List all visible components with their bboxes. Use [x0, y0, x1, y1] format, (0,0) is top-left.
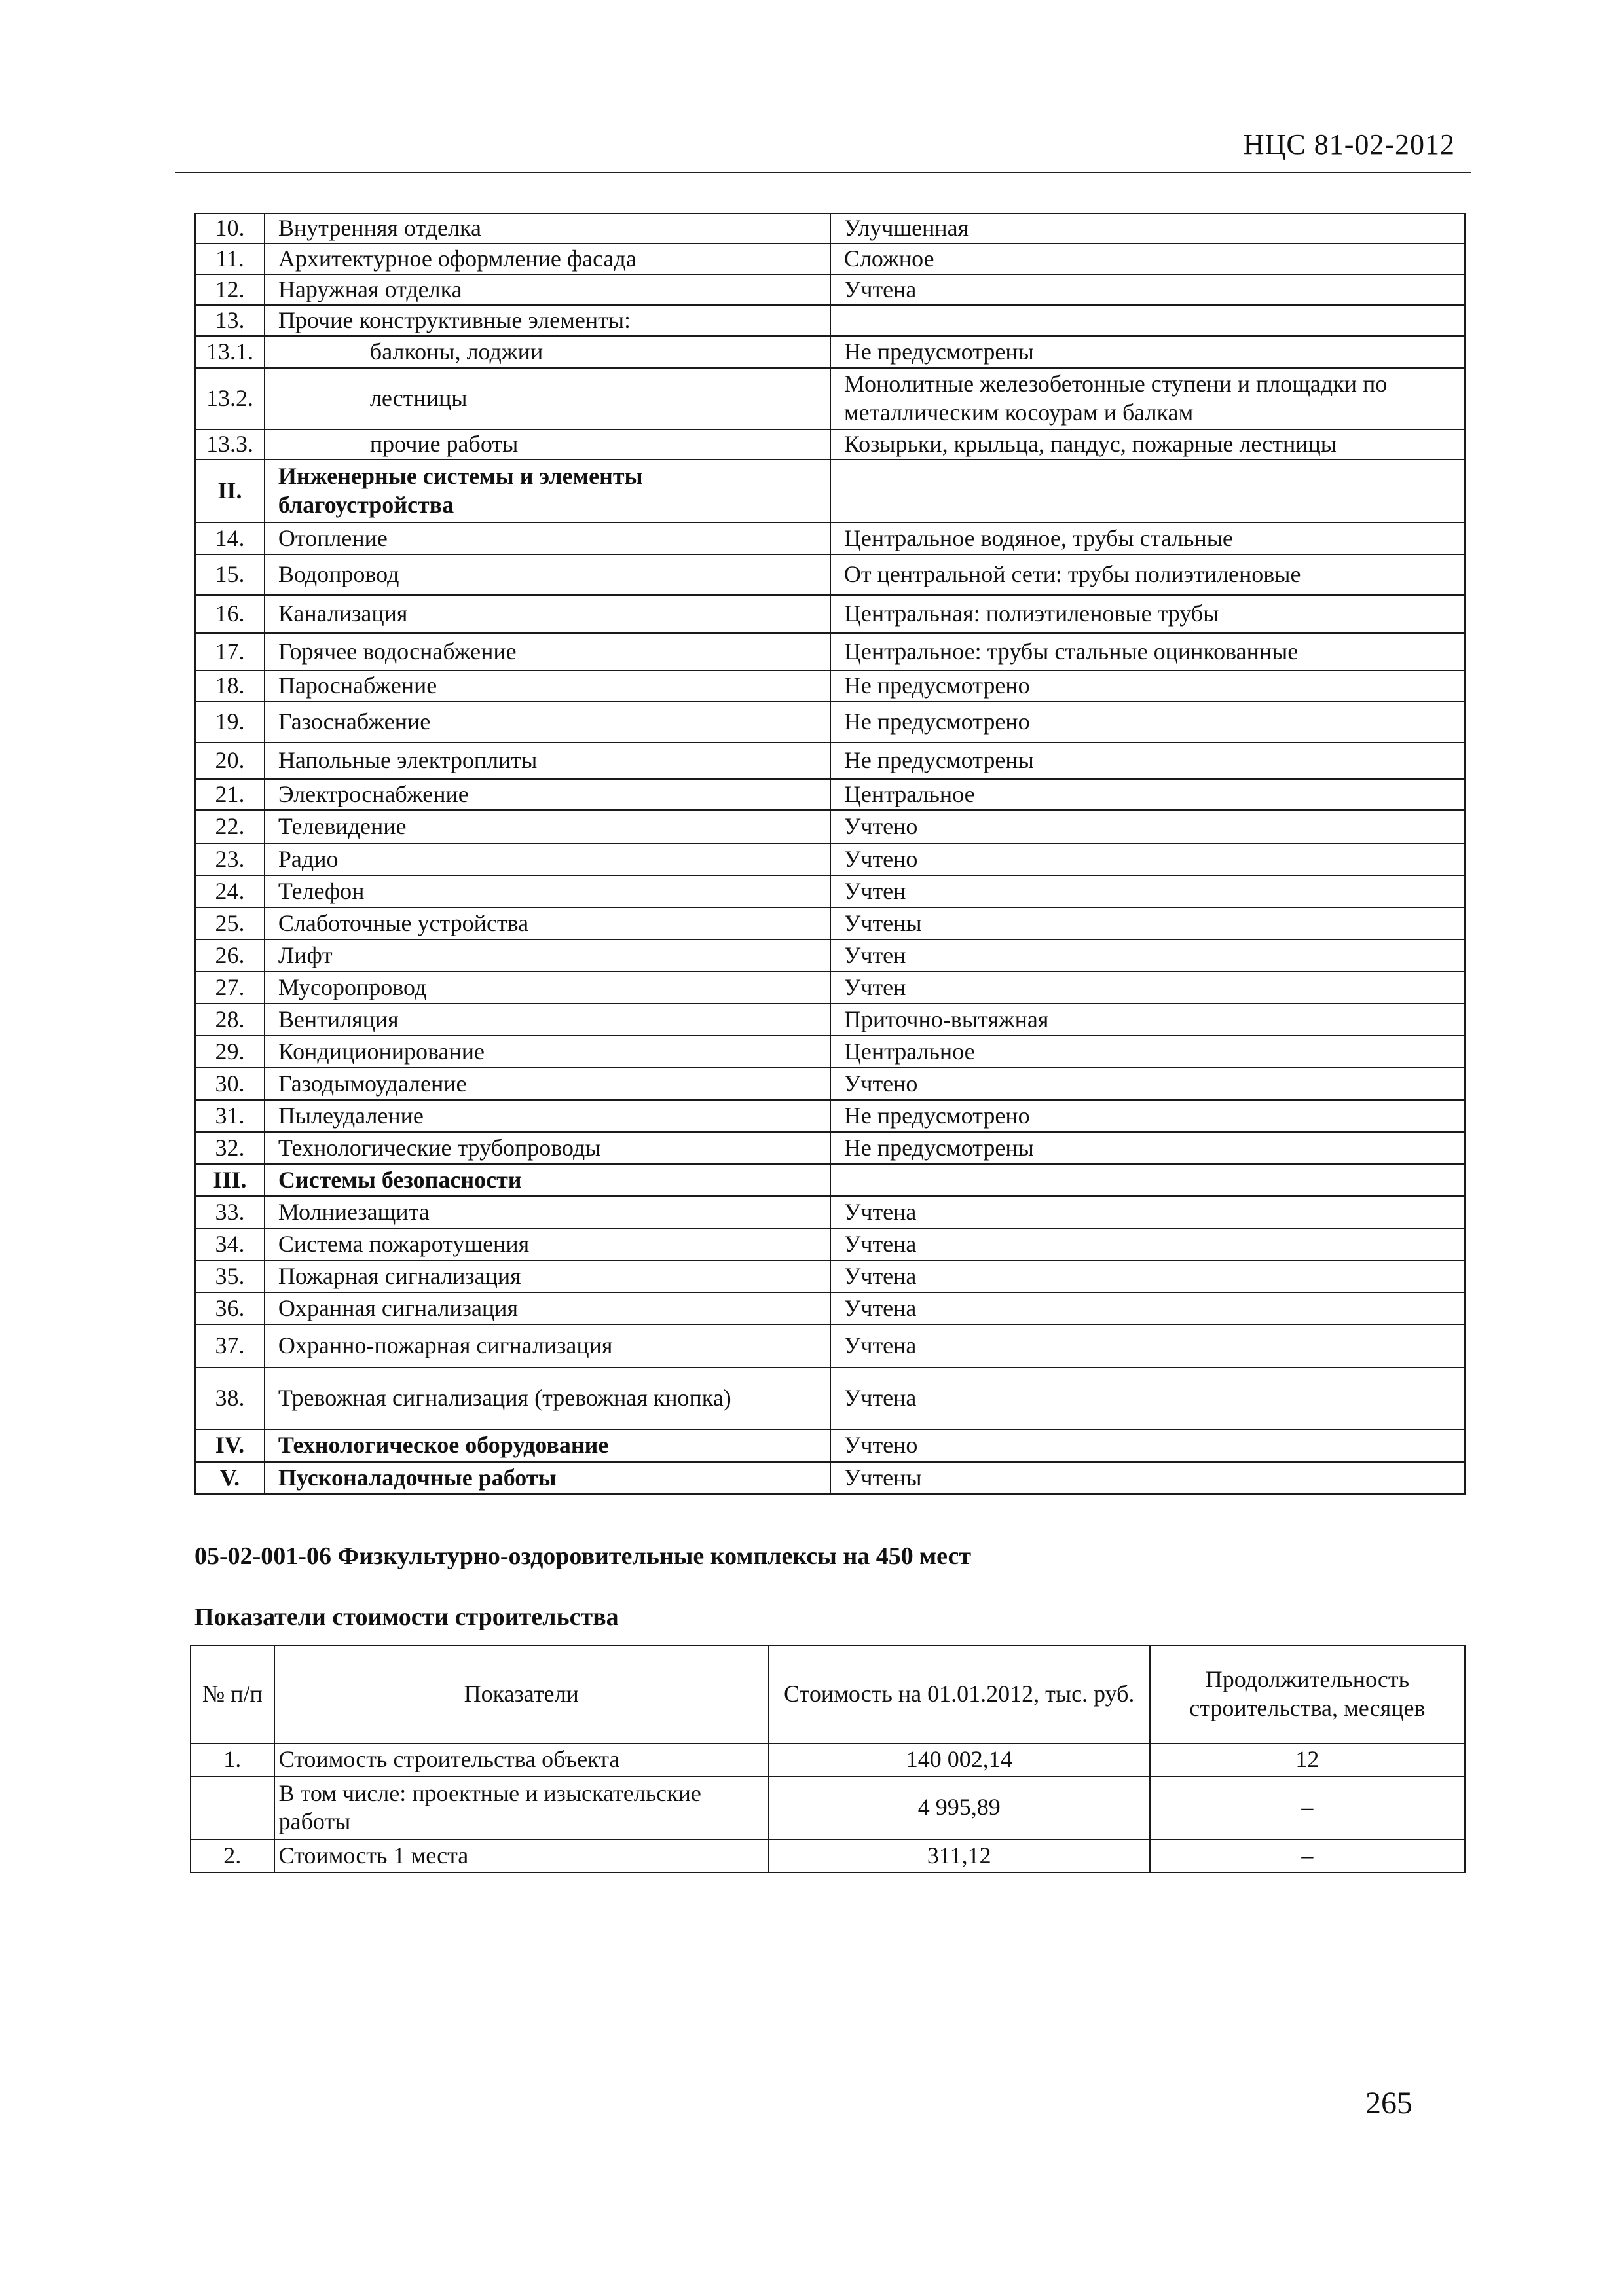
table-row: [195, 1004, 1465, 1036]
header-indicator: Показатели: [274, 1645, 769, 1743]
table-row: [195, 1368, 1465, 1429]
row-value: От центральной сети: трубы полиэтиленовые: [830, 555, 1465, 595]
table-row: [195, 939, 1465, 972]
row-name: Кондиционирование: [265, 1036, 830, 1068]
row-number: 14.: [195, 522, 265, 555]
row-value: Учтено: [830, 843, 1465, 875]
table-row: [191, 1776, 1465, 1840]
section-number: V.: [195, 1462, 265, 1494]
row-name: Система пожаротушения: [265, 1228, 830, 1260]
row-name: лестницы: [265, 368, 830, 429]
row-value: Не предусмотрены: [830, 1132, 1465, 1164]
row-number: 28.: [195, 1004, 265, 1036]
section-row: [195, 1429, 1465, 1462]
table-row: [195, 843, 1465, 875]
row-number: 1.: [191, 1743, 274, 1776]
section-row: [195, 1462, 1465, 1494]
row-duration: –: [1150, 1776, 1465, 1840]
table-row: [195, 522, 1465, 555]
row-value: [830, 305, 1465, 336]
object-title: 05-02-001-06 Физкультурно-оздоровительные комплексы на 450 мест: [194, 1542, 972, 1570]
row-indicator: Стоимость строительства объекта: [274, 1743, 769, 1776]
section-number: III.: [195, 1164, 265, 1196]
row-name: Телефон: [265, 875, 830, 907]
table-row: [195, 1068, 1465, 1100]
row-name: Вентиляция: [265, 1004, 830, 1036]
row-value: Не предусмотрено: [830, 1100, 1465, 1132]
row-cost: 311,12: [769, 1840, 1150, 1872]
row-value: Учтено: [830, 810, 1465, 843]
section-number: IV.: [195, 1429, 265, 1462]
document-code: НЦС 81-02-2012: [1243, 128, 1455, 160]
row-name: Прочие конструктивные элементы:: [265, 305, 830, 336]
table-row: [195, 429, 1465, 460]
row-duration: 12: [1150, 1743, 1465, 1776]
row-value: Учтена: [830, 1228, 1465, 1260]
table-row: [191, 1743, 1465, 1776]
row-number: 30.: [195, 1068, 265, 1100]
table-row: [195, 907, 1465, 939]
row-name: Молниезащита: [265, 1196, 830, 1228]
row-name: Пылеудаление: [265, 1100, 830, 1132]
row-name: Архитектурное оформление фасада: [265, 244, 830, 274]
row-name: Пожарная сигнализация: [265, 1260, 830, 1292]
cost-indicators-table: [190, 1645, 1466, 1873]
header-cost: Стоимость на 01.01.2012, тыс. руб.: [769, 1645, 1150, 1743]
table-row: [195, 244, 1465, 274]
table-row: [195, 1324, 1465, 1368]
row-name: Внутренняя отделка: [265, 213, 830, 244]
row-number: 13.1.: [195, 336, 265, 368]
row-number: 38.: [195, 1368, 265, 1429]
row-name: Радио: [265, 843, 830, 875]
row-number: 36.: [195, 1292, 265, 1324]
table-row: [195, 633, 1465, 670]
table-row: [195, 305, 1465, 336]
row-name: Напольные электроплиты: [265, 742, 830, 779]
table-row: [195, 810, 1465, 843]
section-title: Пусконаладочные работы: [265, 1462, 830, 1494]
table-row: [195, 213, 1465, 244]
row-number: 23.: [195, 843, 265, 875]
row-number: 35.: [195, 1260, 265, 1292]
row-value: Учтен: [830, 875, 1465, 907]
row-number: 13.3.: [195, 429, 265, 460]
table-row: [195, 368, 1465, 429]
row-value: Сложное: [830, 244, 1465, 274]
row-name: Слаботочные устройства: [265, 907, 830, 939]
header-divider: [175, 172, 1471, 173]
table-row: [195, 1132, 1465, 1164]
row-name: Охранно-пожарная сигнализация: [265, 1324, 830, 1368]
row-number: 25.: [195, 907, 265, 939]
row-value: Центральная: полиэтиленовые трубы: [830, 595, 1465, 633]
row-value: Не предусмотрены: [830, 336, 1465, 368]
row-name: Газоснабжение: [265, 701, 830, 742]
table-row: [195, 1260, 1465, 1292]
row-value: Центральное: трубы стальные оцинкованные: [830, 633, 1465, 670]
row-value: Центральное: [830, 1036, 1465, 1068]
page-number: 265: [1365, 2086, 1412, 2121]
row-number: 33.: [195, 1196, 265, 1228]
section-title: Технологическое оборудование: [265, 1429, 830, 1462]
row-number: 29.: [195, 1036, 265, 1068]
row-value: Учтен: [830, 972, 1465, 1004]
row-value: Не предусмотрено: [830, 701, 1465, 742]
table-row: [195, 670, 1465, 701]
row-number: 27.: [195, 972, 265, 1004]
row-number: 22.: [195, 810, 265, 843]
cost-section-title: Показатели стоимости строительства: [194, 1603, 619, 1631]
table-header-row: [191, 1645, 1465, 1743]
row-value: Учтена: [830, 1260, 1465, 1292]
row-value: Козырьки, крыльца, пандус, пожарные лестницы: [830, 429, 1465, 460]
row-value: Центральное: [830, 779, 1465, 810]
row-value: Монолитные железобетонные ступени и площадки по металлическим косоурам и балкам: [830, 368, 1465, 429]
row-name: Наружная отделка: [265, 274, 830, 305]
section-title: Инженерные системы и элементы благоустройства: [265, 460, 830, 522]
row-value: Учтены: [830, 1462, 1465, 1494]
row-number: 13.2.: [195, 368, 265, 429]
table-row: [195, 1228, 1465, 1260]
row-name: Технологические трубопроводы: [265, 1132, 830, 1164]
row-value: Учтена: [830, 1368, 1465, 1429]
table-row: [195, 972, 1465, 1004]
row-name: прочие работы: [265, 429, 830, 460]
row-number: 31.: [195, 1100, 265, 1132]
row-name: Лифт: [265, 939, 830, 972]
section-title: Системы безопасности: [265, 1164, 830, 1196]
row-name: Газодымоудаление: [265, 1068, 830, 1100]
row-number: 11.: [195, 244, 265, 274]
row-number: 13.: [195, 305, 265, 336]
row-name: балконы, лоджии: [265, 336, 830, 368]
row-value: Учтено: [830, 1068, 1465, 1100]
row-value: Учтены: [830, 907, 1465, 939]
row-value: Учтена: [830, 1196, 1465, 1228]
header-number: № п/п: [191, 1645, 274, 1743]
row-name: Пароснабжение: [265, 670, 830, 701]
row-indicator: В том числе: проектные и изыскательские работы: [274, 1776, 769, 1840]
row-indicator: Стоимость 1 места: [274, 1840, 769, 1872]
row-value: Не предусмотрено: [830, 670, 1465, 701]
table-row: [195, 1036, 1465, 1068]
row-duration: –: [1150, 1840, 1465, 1872]
row-value: Улучшенная: [830, 213, 1465, 244]
row-value: Учтен: [830, 939, 1465, 972]
row-number: 24.: [195, 875, 265, 907]
table-row: [195, 595, 1465, 633]
row-name: Водопровод: [265, 555, 830, 595]
section-row: [195, 1164, 1465, 1196]
row-cost: 4 995,89: [769, 1776, 1150, 1840]
row-value: Учтена: [830, 1292, 1465, 1324]
table-row: [195, 875, 1465, 907]
row-number: 16.: [195, 595, 265, 633]
row-number: 20.: [195, 742, 265, 779]
header-duration: Продолжительность строительства, месяцев: [1150, 1645, 1465, 1743]
row-number: 32.: [195, 1132, 265, 1164]
row-name: Охранная сигнализация: [265, 1292, 830, 1324]
row-number: 2.: [191, 1840, 274, 1872]
row-name: Отопление: [265, 522, 830, 555]
table-row: [195, 742, 1465, 779]
row-value: Учтена: [830, 1324, 1465, 1368]
table-row: [195, 336, 1465, 368]
row-number: 10.: [195, 213, 265, 244]
row-number: 37.: [195, 1324, 265, 1368]
row-number: 21.: [195, 779, 265, 810]
row-number: 26.: [195, 939, 265, 972]
row-number: 18.: [195, 670, 265, 701]
row-value: Учтена: [830, 274, 1465, 305]
section-number: II.: [195, 460, 265, 522]
row-name: Электроснабжение: [265, 779, 830, 810]
section-row: [195, 460, 1465, 522]
table-row: [195, 1100, 1465, 1132]
row-value: Центральное водяное, трубы стальные: [830, 522, 1465, 555]
row-number: 34.: [195, 1228, 265, 1260]
row-value: Учтено: [830, 1429, 1465, 1462]
row-number: 17.: [195, 633, 265, 670]
row-value: [830, 1164, 1465, 1196]
row-name: Телевидение: [265, 810, 830, 843]
row-name: Мусоропровод: [265, 972, 830, 1004]
table-row: [195, 555, 1465, 595]
row-number: 19.: [195, 701, 265, 742]
table-row: [195, 1292, 1465, 1324]
table-row: [195, 779, 1465, 810]
row-cost: 140 002,14: [769, 1743, 1150, 1776]
row-number: 12.: [195, 274, 265, 305]
row-value: Не предусмотрены: [830, 742, 1465, 779]
table-row: [195, 701, 1465, 742]
table-row: [195, 1196, 1465, 1228]
row-name: Канализация: [265, 595, 830, 633]
row-value: Приточно-вытяжная: [830, 1004, 1465, 1036]
row-value: [830, 460, 1465, 522]
row-name: Горячее водоснабжение: [265, 633, 830, 670]
row-name: Тревожная сигнализация (тревожная кнопка): [265, 1368, 830, 1429]
specification-table: [194, 213, 1466, 1495]
table-row: [195, 274, 1465, 305]
row-number: [191, 1776, 274, 1840]
row-number: 15.: [195, 555, 265, 595]
table-row: [191, 1840, 1465, 1872]
